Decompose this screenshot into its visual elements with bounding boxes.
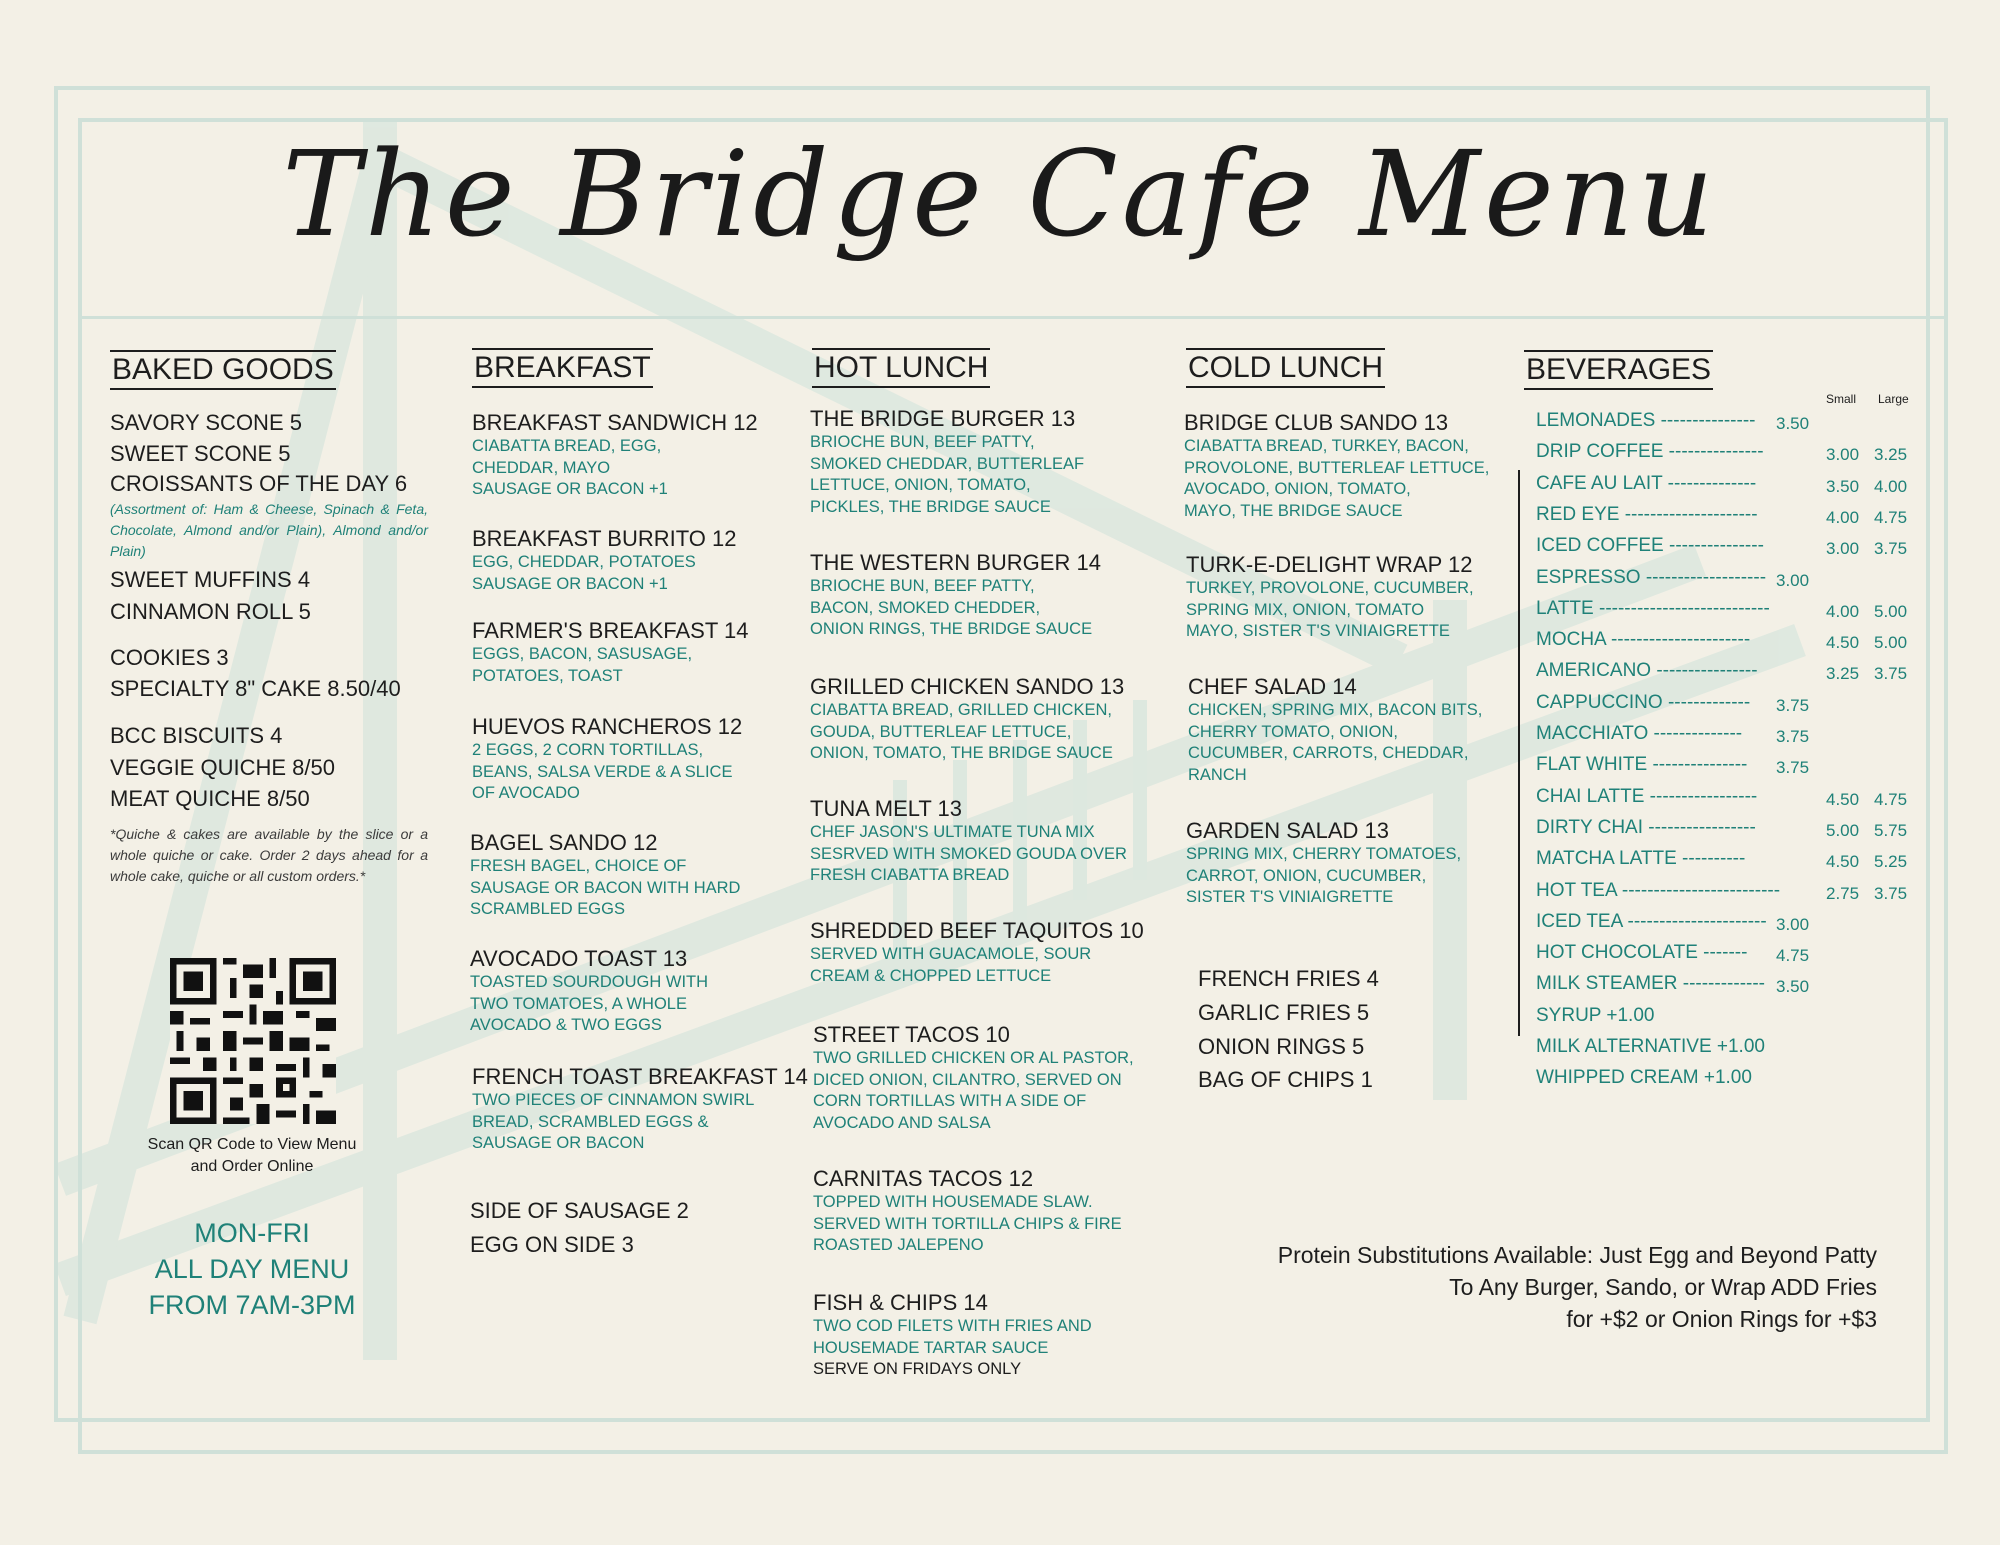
item-desc: TWO COD FILETS WITH FRIES AND [813, 1317, 1092, 1335]
menu-item: EGG ON SIDE 3 [470, 1232, 634, 1257]
item-desc: CORN TORTILLAS WITH A SIDE OF [813, 1092, 1087, 1110]
breakfast-section [472, 348, 653, 388]
beverage-name: LEMONADES --------------- [1536, 410, 1756, 431]
beverage-name: CAPPUCCINO ------------- [1536, 691, 1751, 713]
beverage-price-large: 3.75 [1874, 664, 1908, 684]
beverage-name: WHIPPED CREAM +1.00 [1536, 1067, 1752, 1089]
item-desc: 2 EGGS, 2 CORN TORTILLAS, [472, 741, 704, 759]
beverage-price: 3.75 [1776, 758, 1810, 778]
breakfast-heading: BREAKFAST [472, 348, 653, 388]
item-name: GARDEN SALAD 13 [1186, 818, 1389, 843]
item-name: CHEF SALAD 14 [1188, 674, 1357, 699]
item-name: THE WESTERN BURGER 14 [810, 550, 1101, 575]
beverage-name: MOCHA ---------------------- [1536, 629, 1751, 651]
item-desc: SPRING MIX, ONION, TOMATO [1186, 600, 1425, 619]
item-name: FRENCH TOAST BREAKFAST 14 [472, 1064, 808, 1089]
title-divider [80, 316, 1946, 319]
item-name: GRILLED CHICKEN SANDO 13 [810, 674, 1125, 699]
item-desc: MAYO, SISTER T'S VINIAIGRETTE [1186, 622, 1450, 640]
beverage-price-small: 5.00 [1826, 820, 1860, 840]
beverage-name: AMERICANO ---------------- [1536, 660, 1758, 682]
item-desc: ROASTED JALEPENO [813, 1236, 984, 1254]
item-name: STREET TACOS 10 [813, 1022, 1010, 1047]
beverage-name: MILK STEAMER ------------- [1536, 973, 1766, 995]
beverage-name: MATCHA LATTE ---------- [1536, 848, 1746, 870]
hot-lunch-item [810, 674, 1124, 765]
beverage-price-small: 4.00 [1826, 507, 1860, 527]
beverage-price: 4.75 [1776, 946, 1810, 966]
beverage-price-large: 5.25 [1874, 852, 1908, 872]
item-desc: SESRVED WITH SMOKED GOUDA OVER [810, 844, 1127, 863]
item-desc: BACON, SMOKED CHEDDER, [810, 598, 1041, 617]
hot-lunch-item [810, 550, 1101, 641]
item-desc: TWO TOMATOES, A WHOLE [470, 994, 687, 1013]
menu-item: MEAT QUICHE 8/50 [110, 786, 310, 811]
menu-item: COOKIES 3 [110, 645, 229, 670]
beverage-name: DRIP COFFEE --------------- [1536, 441, 1764, 463]
beverage-price-small: 4.50 [1826, 633, 1860, 653]
beverage-name: CHAI LATTE ----------------- [1536, 785, 1758, 807]
breakfast-item [472, 410, 758, 501]
item-desc: AVOCADO & TWO EGGS [470, 1016, 662, 1034]
item-desc: CUCUMBER, CARROTS, CHEDDAR, [1188, 744, 1469, 762]
item-desc: BREAD, SCRAMBLED EGGS & [472, 1112, 709, 1131]
beverage-price: 3.50 [1776, 977, 1810, 997]
cold-lunch-heading: COLD LUNCH [1186, 348, 1385, 388]
hot-lunch-item [813, 1022, 1134, 1134]
baked-goods-section [110, 350, 430, 390]
beverage-name: SYRUP +1.00 [1536, 1004, 1655, 1026]
hot-lunch-heading: HOT LUNCH [812, 348, 990, 388]
beverage-price-small: 4.50 [1826, 852, 1860, 872]
beverage-name: RED EYE --------------------- [1536, 503, 1758, 525]
beverage-name: MILK ALTERNATIVE +1.00 [1536, 1036, 1765, 1057]
hours-text: FROM 7AM-3PM [148, 1290, 356, 1320]
menu-item: SIDE OF SAUSAGE 2 [470, 1198, 689, 1223]
cold-lunch-section [1186, 348, 1385, 388]
beverage-price-small: 4.50 [1826, 789, 1860, 809]
menu-item: CINNAMON ROLL 5 [110, 599, 311, 624]
menu-item: FRENCH FRIES 4 [1198, 966, 1379, 991]
menu-item: SAVORY SCONE 5 [110, 410, 302, 435]
beverage-price-small: 3.25 [1826, 664, 1860, 684]
item-desc: SAUSAGE OR BACON +1 [472, 574, 668, 593]
item-desc: TOASTED SOURDOUGH WITH [470, 973, 709, 991]
breakfast-item [472, 1064, 808, 1155]
item-desc: EGG, CHEDDAR, POTATOES [472, 553, 696, 571]
beverage-price-small: 2.75 [1826, 883, 1860, 903]
item-desc: SERVED WITH TORTILLA CHIPS & FIRE [813, 1214, 1122, 1233]
item-desc: TOPPED WITH HOUSEMADE SLAW. [813, 1193, 1093, 1211]
item-desc: CHEDDAR, MAYO [472, 458, 611, 477]
beverage-price-large: 5.00 [1874, 633, 1908, 653]
hot-lunch-section [812, 348, 990, 388]
item-desc: CHICKEN, SPRING MIX, BACON BITS, [1188, 701, 1483, 719]
size-label-small: Small [1826, 392, 1857, 406]
beverages-section [1524, 350, 1713, 390]
beverage-name: ESPRESSO ------------------- [1536, 566, 1767, 588]
item-desc: TWO GRILLED CHICKEN OR AL PASTOR, [813, 1049, 1134, 1067]
beverage-price: 3.00 [1776, 570, 1810, 590]
item-desc: AVOCADO AND SALSA [813, 1113, 991, 1132]
hot-lunch-item [813, 1166, 1122, 1257]
menu-item: SPECIALTY 8" CAKE 8.50/40 [110, 676, 401, 701]
qr-caption: and Order Online [190, 1158, 314, 1175]
item-desc: AVOCADO, ONION, TOMATO, [1184, 480, 1411, 498]
item-desc: SAUSAGE OR BACON [472, 1134, 645, 1152]
item-desc: CIABATTA BREAD, GRILLED CHICKEN, [810, 701, 1112, 719]
item-desc: CHEF JASON'S ULTIMATE TUNA MIX [810, 823, 1095, 841]
item-desc: SPRING MIX, CHERRY TOMATOES, [1186, 845, 1462, 863]
beverage-name: HOT TEA ------------------------- [1536, 879, 1781, 901]
beverage-price-large: 5.75 [1874, 820, 1908, 840]
menu-item: GARLIC FRIES 5 [1198, 1000, 1370, 1025]
breakfast-item [470, 830, 740, 921]
beverage-price-large: 4.75 [1874, 507, 1908, 527]
beverage-price-large: 3.75 [1874, 883, 1908, 903]
item-name: FISH & CHIPS 14 [813, 1290, 988, 1315]
qr-caption: Scan QR Code to View Menu [147, 1136, 357, 1153]
item-name: TURK-E-DELIGHT WRAP 12 [1186, 552, 1473, 577]
hot-lunch-item [810, 918, 1144, 987]
qr-code[interactable] [170, 958, 336, 1124]
menu-item: ONION RINGS 5 [1198, 1034, 1365, 1059]
item-desc: FRESH CIABATTA BREAD [810, 866, 1010, 884]
hot-lunch-item [810, 406, 1084, 518]
menu-item: SWEET MUFFINS 4 [110, 567, 311, 592]
item-desc: CIABATTA BREAD, TURKEY, BACON, [1184, 437, 1469, 455]
size-label-large: Large [1878, 392, 1909, 406]
item-desc: GOUDA, BUTTERLEAF LETTUCE, [810, 722, 1072, 741]
menu-title: The Bridge Cafe Menu [282, 125, 1718, 263]
beverage-price: 3.00 [1776, 914, 1810, 934]
cold-lunch-item [1188, 674, 1482, 786]
item-note: SERVE ON FRIDAYS ONLY [813, 1360, 1022, 1378]
item-name: THE BRIDGE BURGER 13 [810, 406, 1076, 431]
menu-item: BCC BISCUITS 4 [110, 723, 283, 748]
hot-lunch-item [810, 796, 1127, 887]
item-name: HUEVOS RANCHEROS 12 [472, 714, 743, 739]
item-name: FARMER'S BREAKFAST 14 [472, 618, 749, 643]
item-name: BAGEL SANDO 12 [470, 830, 658, 855]
beverage-price-small: 3.50 [1826, 476, 1860, 496]
cold-lunch-item [1184, 410, 1489, 522]
item-desc: CREAM & CHOPPED LETTUCE [810, 966, 1052, 985]
item-desc: CARROT, ONION, CUCUMBER, [1186, 866, 1427, 885]
item-desc: CHERRY TOMATO, ONION, [1188, 722, 1398, 741]
beverage-price-large: 4.00 [1874, 476, 1908, 496]
item-name: CARNITAS TACOS 12 [813, 1166, 1034, 1191]
item-desc: SMOKED CHEDDAR, BUTTERLEAF [810, 454, 1085, 473]
item-desc: ONION RINGS, THE BRIDGE SAUCE [810, 620, 1093, 638]
item-name: BRIDGE CLUB SANDO 13 [1184, 410, 1449, 435]
item-desc: TURKEY, PROVOLONE, CUCUMBER, [1186, 579, 1474, 597]
item-desc: OF AVOCADO [472, 784, 580, 802]
item-desc: SCRAMBLED EGGS [470, 900, 625, 918]
hot-lunch-item [813, 1290, 1092, 1381]
breakfast-item [472, 618, 748, 687]
beverage-price: 3.75 [1776, 695, 1810, 715]
beverage-price-small: 3.00 [1826, 445, 1860, 465]
cold-lunch-item [1186, 818, 1461, 909]
item-name: BREAKFAST BURRITO 12 [472, 526, 737, 551]
beverage-name: FLAT WHITE --------------- [1536, 754, 1748, 776]
breakfast-item [472, 526, 737, 595]
beverage-name: DIRTY CHAI ----------------- [1536, 816, 1756, 838]
item-name: BREAKFAST SANDWICH 12 [472, 410, 758, 435]
item-desc: PROVOLONE, BUTTERLEAF LETTUCE, [1184, 458, 1490, 477]
item-desc: ONION, TOMATO, THE BRIDGE SAUCE [810, 744, 1113, 762]
item-name: SHREDDED BEEF TAQUITOS 10 [810, 918, 1144, 943]
beverage-name: MACCHIATO -------------- [1536, 723, 1743, 744]
beverage-divider-line [1518, 470, 1520, 1036]
substitution-note: To Any Burger, Sando, or Wrap ADD Fries [1449, 1274, 1877, 1300]
item-desc: PICKLES, THE BRIDGE SAUCE [810, 497, 1051, 516]
item-desc: LETTUCE, ONION, TOMATO, [810, 476, 1031, 494]
beverage-name: LATTE --------------------------- [1536, 597, 1770, 619]
breakfast-item [472, 714, 742, 805]
beverage-price: 3.75 [1776, 727, 1810, 746]
beverages-heading: BEVERAGES [1524, 350, 1713, 390]
item-desc: DICED ONION, CILANTRO, SERVED ON [813, 1070, 1122, 1089]
baked-goods-heading: BAKED GOODS [110, 350, 336, 390]
item-desc: RANCH [1188, 765, 1247, 784]
item-name: AVOCADO TOAST 13 [470, 946, 688, 971]
item-desc: SAUSAGE OR BACON WITH HARD [470, 878, 741, 897]
beverage-price-large: 5.00 [1874, 601, 1908, 621]
quiche-note: *Quiche & cakes are available by the slice or a whole quiche or cake. Order 2 days ahead for a whole cake, quiche or all custom orders.* [110, 826, 428, 884]
beverage-name: HOT CHOCOLATE ------- [1536, 942, 1748, 964]
item-desc: BEANS, SALSA VERDE & A SLICE [472, 762, 733, 781]
beverage-price-small: 3.00 [1826, 539, 1860, 559]
item-desc: EGGS, BACON, SASUSAGE, [472, 645, 693, 663]
beverage-name: ICED COFFEE --------------- [1536, 535, 1764, 557]
hours-text: ALL DAY MENU [154, 1254, 350, 1284]
substitution-note: Protein Substitutions Available: Just Egg and Beyond Patty [1277, 1242, 1877, 1268]
menu-item: CROISSANTS OF THE DAY 6 [110, 471, 408, 496]
cold-lunch-item [1186, 552, 1474, 643]
beverage-price-large: 4.75 [1874, 789, 1908, 809]
croissant-note: (Assortment of: Ham & Cheese, Spinach & Feta, Chocolate, Almond and/or Plain), Almond and/or Plain) [110, 501, 428, 559]
beverage-price-large: 3.25 [1874, 445, 1908, 465]
menu-item: SWEET SCONE 5 [110, 441, 291, 466]
item-desc: FRESH BAGEL, CHOICE OF [470, 857, 687, 875]
item-desc: SERVED WITH GUACAMOLE, SOUR [810, 945, 1092, 963]
menu-item: BAG OF CHIPS 1 [1198, 1067, 1373, 1092]
substitution-note: for +$2 or Onion Rings for +$3 [1566, 1306, 1877, 1332]
item-desc: POTATOES, TOAST [472, 666, 623, 685]
item-desc: SAUSAGE OR BACON +1 [472, 480, 668, 498]
beverage-price-large: 3.75 [1874, 539, 1908, 559]
beverage-name: ICED TEA ---------------------- [1536, 910, 1767, 932]
item-desc: CIABATTA BREAD, EGG, [472, 437, 662, 455]
item-desc: TWO PIECES OF CINNAMON SWIRL [472, 1091, 755, 1109]
beverage-name: CAFE AU LAIT -------------- [1536, 472, 1757, 494]
item-desc: BRIOCHE BUN, BEEF PATTY, [810, 433, 1035, 451]
beverage-price: 3.50 [1776, 414, 1810, 433]
menu-item: VEGGIE QUICHE 8/50 [110, 755, 335, 780]
breakfast-item [470, 946, 708, 1037]
item-name: TUNA MELT 13 [810, 796, 963, 821]
item-desc: HOUSEMADE TARTAR SAUCE [813, 1338, 1049, 1357]
hours-text: MON-FRI [194, 1218, 310, 1248]
item-desc: SISTER T'S VINIAIGRETTE [1186, 888, 1394, 906]
item-desc: BRIOCHE BUN, BEEF PATTY, [810, 577, 1035, 595]
item-desc: MAYO, THE BRIDGE SAUCE [1184, 501, 1403, 520]
beverage-price-small: 4.00 [1826, 601, 1860, 621]
